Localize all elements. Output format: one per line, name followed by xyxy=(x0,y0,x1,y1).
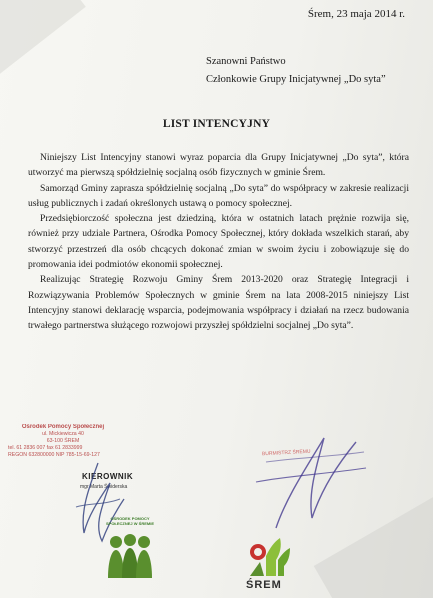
signatory-role: KIEROWNIK xyxy=(82,472,134,481)
signatory-name: mgr Marta Świderska xyxy=(80,484,128,490)
institution-stamp xyxy=(8,424,118,459)
stamp-line: ul. Mickiewicza 40 xyxy=(42,431,84,437)
paragraph: Niniejszy List Intencyjny stanowi wyraz poparcia dla Grupy Inicjatywnej „Do syta”, która utworzyć ma pierwszą spółdzielnię socjalną osób fizycznych w gminie Śrem. xyxy=(28,152,409,179)
logo-text: OŚRODEK POMOCY SPOŁECZNEJ W ŚREMIE xyxy=(105,516,154,526)
mayor-stamp: BURMISTRZ ŚREMU xyxy=(261,448,311,458)
paragraph: Przedsiębiorczość społeczna jest dziedziną, która w ostatnich latach prężnie rozwija się, również przy udziale Partnera, Ośrodka Pomocy Społecznej, który dokłada wszelkich starań, aby stworzyć przestrzeń dla osób chcących dokonać zmian w swoim życiu i zobowiązuje się do promowania idei podmiotów ekonomii społecznej. xyxy=(28,213,409,271)
paragraph: Realizując Strategię Rozwoju Gminy Śrem 2013-2020 oraz Strategię Integracji i Rozwiązywania Problemów Społecznych w gminie Śrem na lata 2008-2015 niniejszy List Intencyjny stanowi deklarację wsparcia, podejmowania współpracy i działań na rzecz budowania trwałego partnerstwa służącego rozwojowi przyszłej spółdzielni socjalnej „Do syta”. xyxy=(28,274,409,332)
ops-logo xyxy=(96,514,164,584)
paper-fold-shadow xyxy=(0,0,86,81)
paragraph: Samorząd Gminy zaprasza spółdzielnię socjalną „Do syta” do współpracy w zakresie realizacji usług publicznych i zadań określonych ustawą o pomocy społecznej. xyxy=(28,182,409,209)
handwritten-signature xyxy=(246,418,376,538)
stamp-org: Ośrodek Pomocy Społecznej xyxy=(21,424,105,430)
addressee-line: Szanowni Państwo xyxy=(206,56,286,67)
letter-body xyxy=(28,150,409,334)
letter-title: LIST INTENCYJNY xyxy=(162,118,271,130)
srem-emblem-icon xyxy=(244,530,296,580)
addressee-line: Członkowie Grupy Inicjatywnej „Do syta” xyxy=(206,74,386,85)
addressee-block xyxy=(206,53,386,89)
srem-logo xyxy=(244,530,296,596)
logo-wordmark: ŚREM xyxy=(246,579,282,591)
stamp-line: REGON 632800000 NIP 785-15-69-127 xyxy=(8,452,100,458)
stamp-line: 63-100 ŚREM xyxy=(46,438,80,444)
stamp-line: tel. 61 2836 007 fax 61 2833999 xyxy=(8,445,83,451)
date-line: Śrem, 23 maja 2014 r. xyxy=(307,8,405,20)
